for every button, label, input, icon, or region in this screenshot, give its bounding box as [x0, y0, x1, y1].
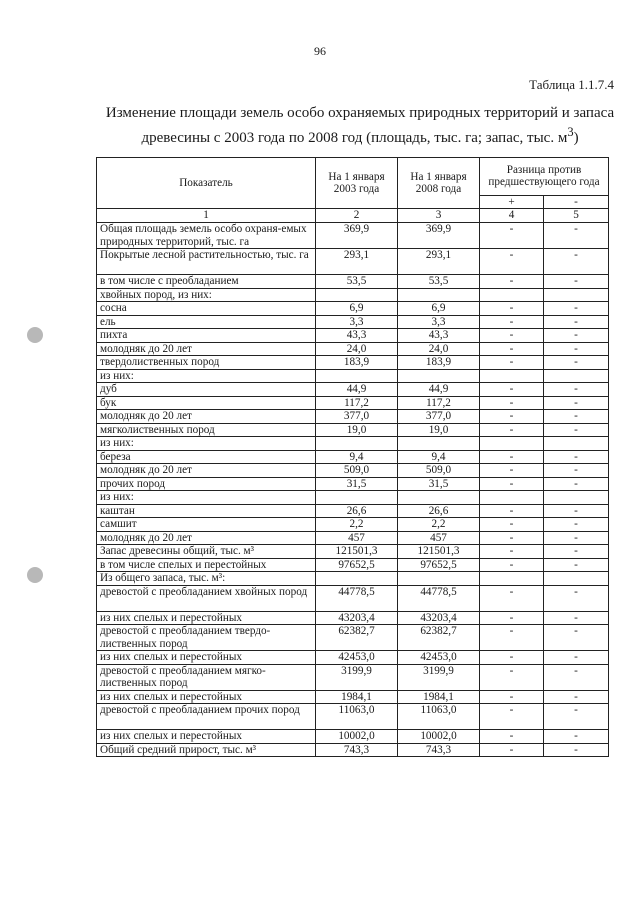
diff-minus: -: [544, 690, 609, 704]
row-label: древостой с преобладанием прочих пород: [97, 704, 316, 730]
diff-minus: [544, 437, 609, 451]
table-row: [97, 730, 609, 744]
value-2008: 26,6: [398, 504, 480, 518]
diff-minus: [544, 572, 609, 586]
value-2008: 2,2: [398, 518, 480, 532]
diff-plus: -: [480, 423, 544, 437]
table-row: [97, 302, 609, 316]
table-row: [97, 396, 609, 410]
value-2008: [398, 369, 480, 383]
row-label: Покрытые лесной растительностью, тыс. га: [97, 249, 316, 275]
value-2003: 369,9: [316, 223, 398, 249]
value-2003: 44,9: [316, 383, 398, 397]
value-2008: 1984,1: [398, 690, 480, 704]
column-number: 2: [316, 209, 398, 223]
table-row: [97, 625, 609, 651]
diff-plus: -: [480, 730, 544, 744]
row-label: хвойных пород, из них:: [97, 288, 316, 302]
diff-plus: -: [480, 329, 544, 343]
value-2003: 183,9: [316, 356, 398, 370]
value-2008: 44778,5: [398, 585, 480, 611]
value-2003: 19,0: [316, 423, 398, 437]
value-2008: 19,0: [398, 423, 480, 437]
header-indicator: Показатель: [97, 158, 316, 209]
value-2003: 97652,5: [316, 558, 398, 572]
value-2008: 293,1: [398, 249, 480, 275]
table-row: [97, 315, 609, 329]
diff-minus: -: [544, 275, 609, 289]
value-2003: 11063,0: [316, 704, 398, 730]
table-row: [97, 504, 609, 518]
value-2003: 24,0: [316, 342, 398, 356]
value-2003: 457: [316, 531, 398, 545]
table-row: [97, 356, 609, 370]
value-2003: 62382,7: [316, 625, 398, 651]
row-label: из них:: [97, 369, 316, 383]
table-row: [97, 558, 609, 572]
value-2003: 3199,9: [316, 664, 398, 690]
diff-minus: -: [544, 531, 609, 545]
diff-plus: -: [480, 223, 544, 249]
row-label: молодняк до 20 лет: [97, 531, 316, 545]
title-line-2: [90, 123, 630, 148]
value-2008: 97652,5: [398, 558, 480, 572]
header-minus: -: [544, 195, 609, 209]
table-row: [97, 491, 609, 505]
title-line-1: Изменение площади земель особо охраняемых природных территорий и запаса: [105, 105, 615, 121]
table-row: [97, 369, 609, 383]
table-row: [97, 275, 609, 289]
table-row: [97, 423, 609, 437]
value-2008: 24,0: [398, 342, 480, 356]
diff-minus: -: [544, 249, 609, 275]
diff-plus: [480, 437, 544, 451]
diff-plus: -: [480, 249, 544, 275]
diff-plus: -: [480, 342, 544, 356]
row-label: прочих пород: [97, 477, 316, 491]
row-label: молодняк до 20 лет: [97, 342, 316, 356]
diff-minus: -: [544, 410, 609, 424]
diff-plus: -: [480, 410, 544, 424]
value-2003: 43,3: [316, 329, 398, 343]
diff-minus: -: [544, 302, 609, 316]
value-2003: [316, 288, 398, 302]
value-2008: 43203,4: [398, 611, 480, 625]
header-2008: На 1 января 2008 года: [398, 158, 480, 209]
row-label: Запас древесины общий, тыс. м³: [97, 545, 316, 559]
diff-plus: -: [480, 625, 544, 651]
value-2008: 509,0: [398, 464, 480, 478]
value-2008: 457: [398, 531, 480, 545]
data-table: [96, 157, 609, 757]
value-2008: [398, 437, 480, 451]
diff-plus: -: [480, 356, 544, 370]
table-row: [97, 518, 609, 532]
value-2003: [316, 572, 398, 586]
table-reference: Таблица 1.1.7.4: [529, 77, 614, 92]
column-numbers-row: [97, 209, 609, 223]
value-2003: [316, 437, 398, 451]
table-row: [97, 611, 609, 625]
row-label: мягколиственных пород: [97, 423, 316, 437]
diff-plus: -: [480, 545, 544, 559]
diff-minus: -: [544, 504, 609, 518]
row-label: древостой с преобладанием мягко-лиственных пород: [97, 664, 316, 690]
diff-minus: -: [544, 450, 609, 464]
value-2008: 6,9: [398, 302, 480, 316]
header-difference: Разница против предшествующего года: [480, 158, 609, 196]
diff-minus: -: [544, 558, 609, 572]
value-2008: [398, 288, 480, 302]
table-row: [97, 585, 609, 611]
value-2008: 743,3: [398, 743, 480, 757]
row-label: из них спелых и перестойных: [97, 611, 316, 625]
value-2003: [316, 491, 398, 505]
diff-plus: -: [480, 396, 544, 410]
row-label: из них спелых и перестойных: [97, 651, 316, 665]
value-2003: 2,2: [316, 518, 398, 532]
diff-minus: -: [544, 730, 609, 744]
header-plus: +: [480, 195, 544, 209]
diff-plus: -: [480, 383, 544, 397]
value-2008: 44,9: [398, 383, 480, 397]
diff-plus: -: [480, 743, 544, 757]
row-label: молодняк до 20 лет: [97, 410, 316, 424]
diff-minus: -: [544, 611, 609, 625]
value-2008: 31,5: [398, 477, 480, 491]
table-row: [97, 664, 609, 690]
table-row: [97, 743, 609, 757]
row-label: дуб: [97, 383, 316, 397]
row-label: Общий средний прирост, тыс. м³: [97, 743, 316, 757]
diff-plus: -: [480, 585, 544, 611]
diff-minus: [544, 288, 609, 302]
diff-plus: -: [480, 704, 544, 730]
value-2008: [398, 572, 480, 586]
diff-plus: [480, 369, 544, 383]
table-row: [97, 690, 609, 704]
diff-minus: -: [544, 383, 609, 397]
diff-minus: -: [544, 315, 609, 329]
value-2008: 10002,0: [398, 730, 480, 744]
value-2003: [316, 369, 398, 383]
diff-minus: -: [544, 704, 609, 730]
value-2003: 121501,3: [316, 545, 398, 559]
diff-plus: [480, 288, 544, 302]
title-line-2-text: древесины с 2003 года по 2008 год (площадь, тыс. га; запас, тыс. м: [141, 130, 568, 146]
table-row: [97, 249, 609, 275]
value-2003: 44778,5: [316, 585, 398, 611]
diff-minus: -: [544, 396, 609, 410]
value-2008: 42453,0: [398, 651, 480, 665]
diff-plus: -: [480, 464, 544, 478]
table-row: [97, 410, 609, 424]
diff-minus: [544, 491, 609, 505]
value-2008: 377,0: [398, 410, 480, 424]
diff-plus: [480, 572, 544, 586]
table-row: [97, 704, 609, 730]
value-2003: 53,5: [316, 275, 398, 289]
row-label: из них спелых и перестойных: [97, 730, 316, 744]
row-label: береза: [97, 450, 316, 464]
diff-minus: -: [544, 625, 609, 651]
row-label: бук: [97, 396, 316, 410]
value-2008: [398, 491, 480, 505]
row-label: в том числе с преобладанием: [97, 275, 316, 289]
diff-minus: -: [544, 518, 609, 532]
value-2008: 117,2: [398, 396, 480, 410]
diff-minus: [544, 369, 609, 383]
column-number: 4: [480, 209, 544, 223]
value-2003: 42453,0: [316, 651, 398, 665]
title-line-2-end: ): [573, 130, 579, 146]
row-label: пихта: [97, 329, 316, 343]
value-2003: 43203,4: [316, 611, 398, 625]
table-row: [97, 531, 609, 545]
value-2008: 183,9: [398, 356, 480, 370]
row-label: ель: [97, 315, 316, 329]
diff-plus: -: [480, 450, 544, 464]
diff-minus: -: [544, 664, 609, 690]
page-number: 96: [314, 44, 326, 58]
table-row: [97, 342, 609, 356]
value-2008: 369,9: [398, 223, 480, 249]
diff-plus: -: [480, 690, 544, 704]
row-label: из них:: [97, 437, 316, 451]
table-row: [97, 572, 609, 586]
diff-plus: -: [480, 664, 544, 690]
value-2008: 43,3: [398, 329, 480, 343]
diff-plus: -: [480, 518, 544, 532]
value-2003: 509,0: [316, 464, 398, 478]
row-label: древостой с преобладанием твердо-лиственных пород: [97, 625, 316, 651]
value-2003: 10002,0: [316, 730, 398, 744]
value-2003: 26,6: [316, 504, 398, 518]
value-2003: 743,3: [316, 743, 398, 757]
table-row: [97, 383, 609, 397]
row-label: древостой с преобладанием хвойных пород: [97, 585, 316, 611]
column-number: 1: [97, 209, 316, 223]
diff-minus: -: [544, 477, 609, 491]
diff-plus: -: [480, 477, 544, 491]
value-2003: 3,3: [316, 315, 398, 329]
row-label: из них спелых и перестойных: [97, 690, 316, 704]
value-2008: 9,4: [398, 450, 480, 464]
value-2008: 53,5: [398, 275, 480, 289]
value-2003: 377,0: [316, 410, 398, 424]
value-2003: 31,5: [316, 477, 398, 491]
diff-minus: -: [544, 223, 609, 249]
value-2003: 117,2: [316, 396, 398, 410]
value-2008: 3199,9: [398, 664, 480, 690]
table-row: [97, 437, 609, 451]
value-2008: 11063,0: [398, 704, 480, 730]
value-2003: 1984,1: [316, 690, 398, 704]
value-2003: 9,4: [316, 450, 398, 464]
value-2008: 121501,3: [398, 545, 480, 559]
row-label: Из общего запаса, тыс. м³:: [97, 572, 316, 586]
table-title: [90, 104, 630, 148]
value-2003: 293,1: [316, 249, 398, 275]
diff-minus: -: [544, 329, 609, 343]
row-label: молодняк до 20 лет: [97, 464, 316, 478]
value-2008: 3,3: [398, 315, 480, 329]
punch-hole-bottom: [27, 567, 43, 583]
table-row: [97, 477, 609, 491]
diff-plus: [480, 491, 544, 505]
table-row: [97, 288, 609, 302]
column-number: 3: [398, 209, 480, 223]
diff-minus: -: [544, 342, 609, 356]
column-number: 5: [544, 209, 609, 223]
diff-minus: -: [544, 651, 609, 665]
diff-minus: -: [544, 464, 609, 478]
row-label: из них:: [97, 491, 316, 505]
diff-minus: -: [544, 423, 609, 437]
punch-hole-top: [27, 327, 43, 343]
table-row: [97, 450, 609, 464]
title-superscript: 3: [567, 125, 574, 139]
diff-plus: -: [480, 531, 544, 545]
row-label: Общая площадь земель особо охраня-емых природных территорий, тыс. га: [97, 223, 316, 249]
value-2003: 6,9: [316, 302, 398, 316]
diff-plus: -: [480, 302, 544, 316]
table-row: [97, 329, 609, 343]
diff-plus: -: [480, 315, 544, 329]
row-label: в том числе спелых и перестойных: [97, 558, 316, 572]
diff-minus: -: [544, 743, 609, 757]
value-2008: 62382,7: [398, 625, 480, 651]
row-label: сосна: [97, 302, 316, 316]
table-row: [97, 545, 609, 559]
diff-minus: -: [544, 545, 609, 559]
table-row: [97, 651, 609, 665]
diff-plus: -: [480, 611, 544, 625]
table-row: [97, 464, 609, 478]
row-label: каштан: [97, 504, 316, 518]
diff-minus: -: [544, 585, 609, 611]
diff-plus: -: [480, 558, 544, 572]
diff-plus: -: [480, 275, 544, 289]
row-label: твердолиственных пород: [97, 356, 316, 370]
diff-plus: -: [480, 651, 544, 665]
header-2003: На 1 января 2003 года: [316, 158, 398, 209]
diff-plus: -: [480, 504, 544, 518]
table-row: [97, 223, 609, 249]
row-label: самшит: [97, 518, 316, 532]
diff-minus: -: [544, 356, 609, 370]
